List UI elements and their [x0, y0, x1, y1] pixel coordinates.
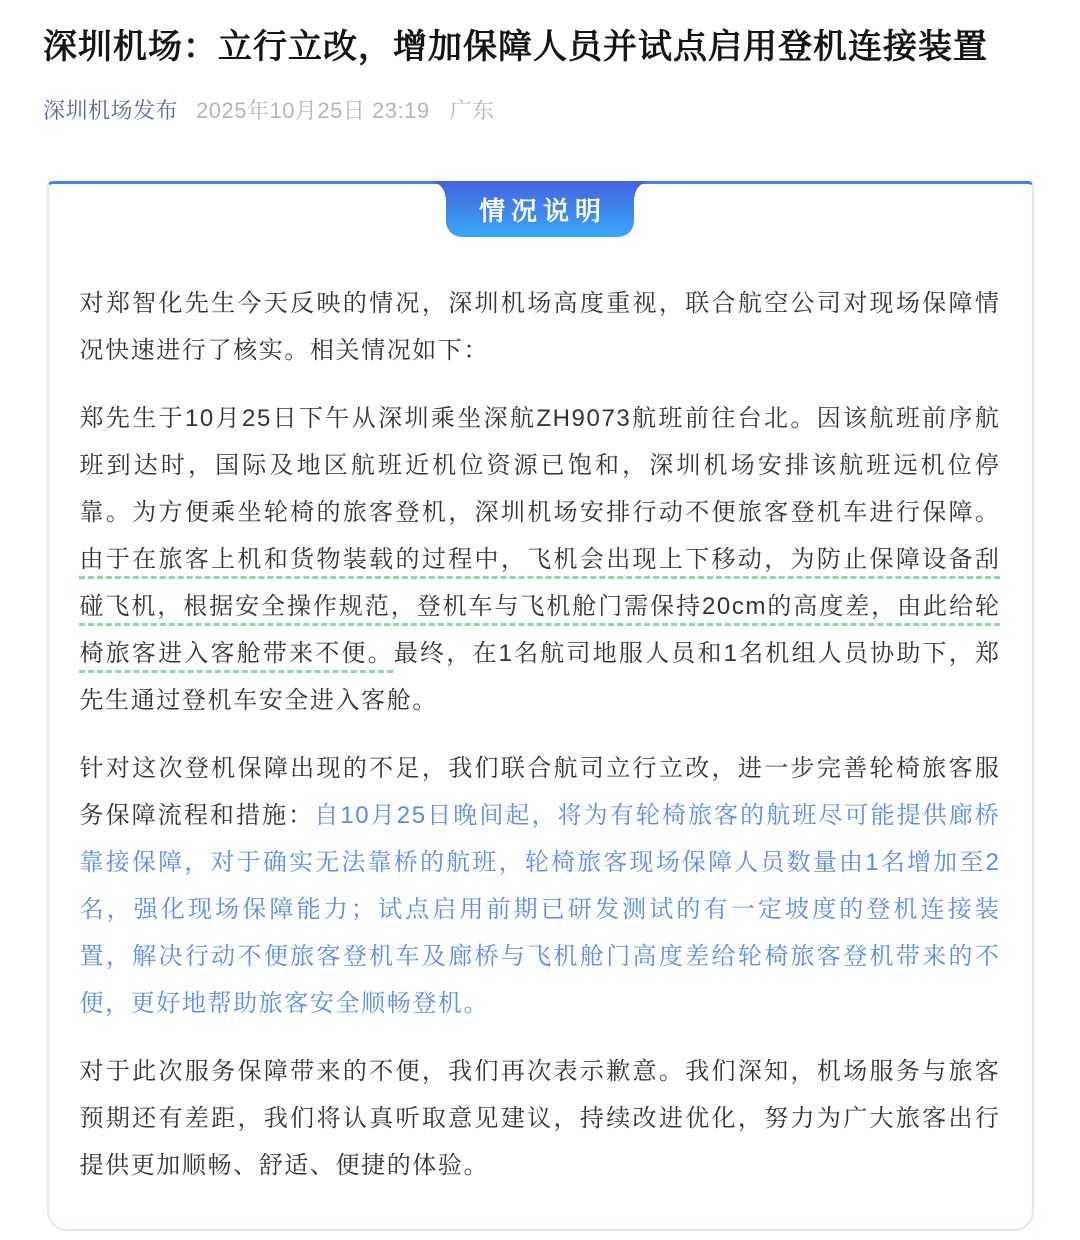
publish-datetime: 2025年10月25日 23:19: [196, 98, 430, 123]
body-text: 对郑智化先生今天反映的情况，深圳机场高度重视，联合航空公司对现场保障情况快速进行了核实。相关情况如下：: [79, 290, 1001, 364]
article-paragraph: [80, 395, 1001, 724]
green-dashed-underlined-text: 由于在旅客上机和货物装载的过程中，飞机会出现上下移动，为防止保障设备刮碰飞机，根据安全操作规范，登机车与飞机舱门需保持20cm的高度差，由此给轮椅旅客进入客舱带来不便。: [79, 546, 1001, 667]
article-body: [80, 280, 1001, 1189]
author-link[interactable]: 深圳机场发布: [43, 98, 179, 123]
byline: [43, 94, 1037, 125]
body-text: 郑先生于10月25日下午从深圳乘坐深航ZH9073航班前往台北。因该航班前序航班到达时，国际及地区航班近机位资源已饱和，深圳机场安排该航班远机位停靠。为方便乘坐轮椅的旅客登机，深圳机场安排行动不便旅客登机车进行保障。: [79, 405, 1001, 526]
body-text: 对于此次服务保障带来的不便，我们再次表示歉意。我们深知，机场服务与旅客预期还有差距，我们将认真听取意见建议，持续改进优化，努力为广大旅客出行提供更加顺畅、舒适、便捷的体验。: [79, 1058, 1001, 1179]
page-title: 深圳机场：立行立改，增加保障人员并试点启用登机连接装置: [43, 28, 988, 66]
publish-location: 广东: [449, 98, 495, 123]
statement-badge-label: 情况说明: [478, 195, 608, 226]
highlighted-blue-text: 自10月25日晚间起，将为有轮椅旅客的航班尽可能提供廊桥靠接保障，对于确实无法靠桥的航班，轮椅旅客现场保障人员数量由1名增加至2名，强化现场保障能力；试点启用前期已研发测试的有一定坡度的登机连接装置，解决行动不便旅客登机车及廊桥与飞机舱门高度差给轮椅旅客登机带来的不便，更好地帮助旅客安全顺畅登机。: [79, 802, 1001, 1017]
body-text: 针对这次登机保障出现的不足，我们联合航司立行立改，进一步完善轮椅旅客服务保障流程和措施：: [79, 755, 1001, 829]
statement-badge: [446, 181, 634, 237]
article-paragraph: [80, 1048, 1001, 1189]
article-paragraph: [80, 280, 1001, 374]
statement-card: [47, 181, 1034, 1231]
article-paragraph: [80, 745, 1001, 1027]
body-text: 最终，在1名航司地服人员和1名机组人员协助下，郑先生通过登机车安全进入客舱。: [79, 640, 1001, 714]
